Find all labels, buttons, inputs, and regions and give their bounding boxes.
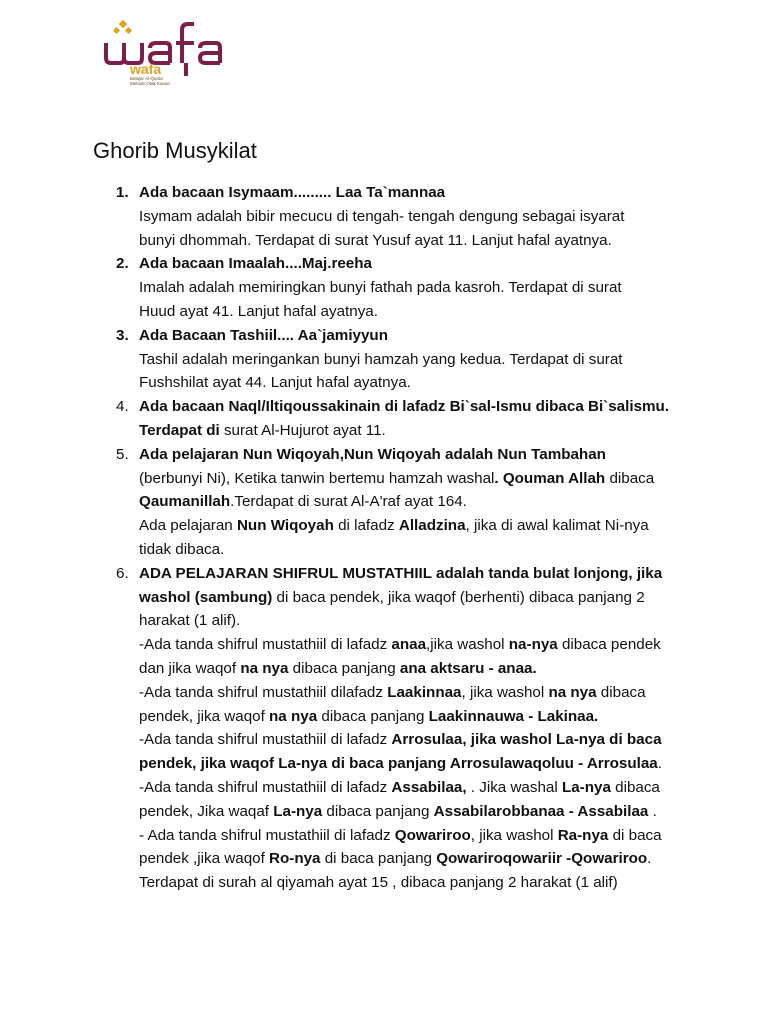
content-list: [0, 181, 768, 895]
text-line: [139, 609, 709, 633]
bold-text-segment: Laakinnauwa - Lakinaa.: [428, 707, 599, 725]
bold-text-segment: Ada Bacaan Tashiil.... Aa`jamiyyun: [139, 326, 388, 344]
text-line: [139, 490, 709, 514]
text-segment: -Ada tanda shifrul mustathiil di lafadz: [139, 731, 392, 749]
list-number: 2.: [116, 255, 129, 273]
bold-text-segment: La-nya: [561, 778, 611, 796]
text-segment: dibaca pendek: [557, 636, 661, 654]
bold-text-segment: na nya: [240, 659, 289, 677]
text-line: [139, 419, 709, 443]
text-segment: , jika washol: [461, 683, 549, 701]
text-segment: (berbunyi Ni), Ketika tanwin bertemu hamzah washal: [139, 469, 495, 487]
bold-text-segment: Qaumanillah: [139, 493, 231, 511]
text-segment: dibaca: [596, 683, 646, 701]
text-segment: dan jika waqof: [139, 659, 241, 677]
list-number: 4.: [116, 398, 129, 416]
text-line: [139, 395, 709, 419]
bold-text-segment: na nya: [269, 707, 318, 725]
text-line: [139, 586, 709, 610]
text-line: [139, 443, 709, 467]
bold-text-segment: na-nya: [508, 636, 558, 654]
bold-text-segment: Terdapat di: [139, 421, 220, 439]
bold-text-segment: washol (sambung): [139, 588, 273, 606]
bold-text-segment: . Qouman Allah: [494, 469, 606, 487]
text-segment: Terdapat di surah al qiyamah ayat 15 , dibaca panjang 2 harakat (1 alif): [139, 874, 618, 892]
text-line: [139, 800, 709, 824]
bold-text-segment: Alladzina: [398, 517, 466, 535]
text-segment: pendek, jika waqof: [139, 707, 270, 725]
text-line: [139, 657, 709, 681]
text-segment: pendek, Jika waqaf: [139, 802, 274, 820]
wafa-logo-mark: [100, 16, 228, 76]
text-segment: ,jika washol: [426, 636, 509, 654]
text-line: [139, 229, 709, 253]
text-segment: Ada pelajaran: [139, 517, 237, 535]
bold-text-segment: anaa: [391, 636, 427, 654]
list-item: [0, 395, 709, 443]
text-segment: .Terdapat di surat Al-A'raf ayat 164.: [230, 493, 467, 511]
list-item: [0, 252, 709, 323]
list-item: [0, 443, 709, 562]
text-line: [139, 467, 709, 491]
text-line: [139, 300, 709, 324]
text-segment: Imalah adalah memiringkan bunyi fathah pada kasroh. Terdapat di surat: [139, 279, 622, 297]
bold-text-segment: Qowariroqowariir -Qowariroo: [436, 850, 648, 868]
text-line: [139, 276, 709, 300]
text-segment: dibaca: [605, 469, 655, 487]
text-segment: , jika washol: [470, 826, 558, 844]
text-segment: dibaca panjang: [322, 802, 434, 820]
text-line: [139, 252, 709, 276]
text-segment: di baca pendek, jika waqof (berhenti) dibaca panjang 2: [272, 588, 645, 606]
text-line: [139, 776, 709, 800]
text-line: [139, 824, 709, 848]
text-segment: Huud ayat 41. Lanjut hafal ayatnya.: [139, 302, 378, 320]
list-item: [0, 562, 709, 895]
logo-tagline-line-2: Metode Otak Kanan: [130, 81, 171, 86]
list-item: [0, 181, 709, 252]
text-segment: di baca: [608, 826, 662, 844]
text-line: [139, 205, 709, 229]
bold-text-segment: Ada pelajaran Nun Wiqoyah,Nun Wiqoyah adalah Nun Tambahan: [139, 445, 606, 463]
list-item: [0, 324, 709, 395]
text-line: [139, 847, 709, 871]
text-segment: dibaca panjang: [288, 659, 400, 677]
logo-tagline: [130, 76, 170, 86]
bold-text-segment: Ra-nya: [557, 826, 609, 844]
text-segment: -Ada tanda shifrul mustathiil di lafadz: [139, 636, 392, 654]
bold-text-segment: La-nya: [273, 802, 323, 820]
text-segment: Fushshilat ayat 44. Lanjut hafal ayatnya.: [139, 374, 411, 392]
text-line: [139, 871, 709, 895]
bold-text-segment: Ada bacaan Naql/Iltiqoussakinain di lafadz Bi`sal-Ismu dibaca Bi`salismu.: [139, 398, 670, 416]
page-title: Ghorib Musykilat: [93, 138, 257, 163]
text-segment: dibaca: [610, 778, 660, 796]
bold-text-segment: Assabilarobbanaa - Assabilaa: [433, 802, 649, 820]
text-segment: Isymam adalah bibir mecucu di tengah- tengah dengung sebagai isyarat: [139, 207, 625, 225]
text-segment: surat Al-Hujurot ayat 11.: [219, 421, 386, 439]
bold-text-segment: Arrosulaa, jika washol La-nya di baca: [391, 731, 662, 749]
text-segment: .: [648, 802, 657, 820]
bold-text-segment: ana aktsaru - anaa.: [399, 659, 537, 677]
text-line: [139, 728, 709, 752]
bold-text-segment: Ada bacaan Imaalah....Maj.reeha: [139, 255, 372, 273]
text-segment: di lafadz: [333, 517, 399, 535]
bold-text-segment: Qowariroo: [394, 826, 471, 844]
bold-text-segment: Assabilaa,: [391, 778, 467, 796]
text-segment: . Jika washal: [466, 778, 562, 796]
text-line: [139, 538, 709, 562]
text-line: [139, 562, 709, 586]
text-line: [139, 752, 709, 776]
logo-wordmark: wafa: [130, 61, 162, 76]
text-segment: -Ada tanda shifrul mustathiil di lafadz: [139, 778, 392, 796]
text-line: [139, 181, 709, 205]
list-number: 5.: [116, 445, 129, 463]
text-segment: bunyi dhommah. Terdapat di surat Yusuf ayat 11. Lanjut hafal ayatnya.: [139, 231, 612, 249]
bold-text-segment: ADA PELAJARAN SHIFRUL MUSTATHIIL adalah tanda bulat lonjong, jika: [139, 564, 663, 582]
text-segment: .: [647, 850, 652, 868]
text-line: [139, 324, 709, 348]
list-number: 6.: [116, 564, 129, 582]
text-line: [139, 514, 709, 538]
list-number: 1.: [116, 184, 129, 201]
bold-text-segment: Ro-nya: [269, 850, 321, 868]
list-number: 3.: [116, 326, 129, 344]
text-line: [139, 371, 709, 395]
text-line: [139, 681, 709, 705]
text-segment: pendek ,jika waqof: [139, 850, 270, 868]
text-segment: -Ada tanda shifrul mustathiil dilafadz: [139, 683, 388, 701]
text-segment: - Ada tanda shifrul mustathiil di lafadz: [139, 826, 395, 844]
bold-text-segment: Ada bacaan Isymaam......... Laa Ta`mannaa: [139, 184, 446, 201]
text-line: [139, 348, 709, 372]
text-segment: , jika di awal kalimat Ni-nya: [465, 517, 649, 535]
bold-text-segment: Nun Wiqoyah: [236, 517, 334, 535]
text-segment: dibaca panjang: [317, 707, 429, 725]
bold-text-segment: Laakinnaa: [387, 683, 462, 701]
wafa-logo: [100, 16, 228, 94]
bold-text-segment: pendek, jika waqof La-nya di baca panjang Arrosulawaqoluu - Arrosulaa: [139, 755, 658, 773]
bold-text-segment: na nya: [548, 683, 597, 701]
text-segment: Tashil adalah meringankan bunyi hamzah yang kedua. Terdapat di surat: [139, 350, 623, 368]
text-segment: .: [657, 755, 662, 773]
text-line: [139, 705, 709, 729]
text-segment: tidak dibaca.: [139, 540, 225, 558]
text-segment: di baca panjang: [320, 850, 437, 868]
text-segment: harakat (1 alif).: [139, 612, 241, 630]
logo-tagline-line-1: Belajar Al-Quran: [130, 76, 164, 81]
text-line: [139, 633, 709, 657]
